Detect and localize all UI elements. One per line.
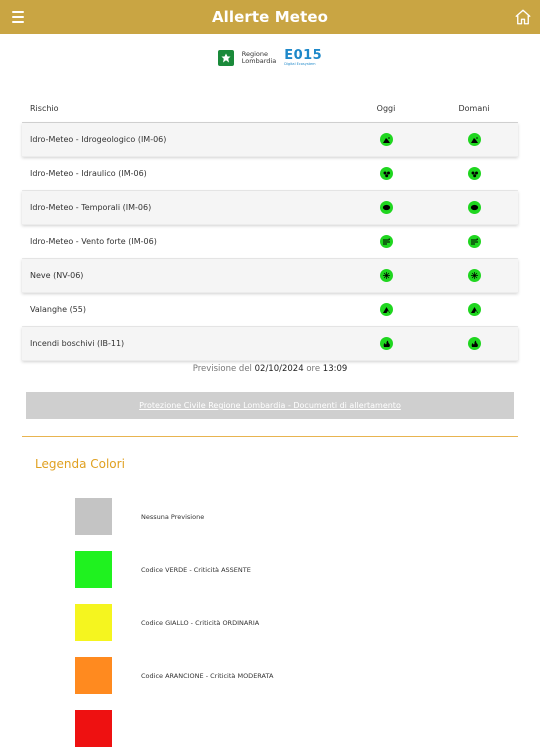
flood-icon bbox=[380, 167, 393, 180]
status-domani bbox=[430, 269, 518, 282]
wind-icon bbox=[380, 235, 393, 248]
home-icon[interactable] bbox=[514, 8, 532, 26]
status-oggi bbox=[342, 337, 430, 350]
risk-name: Valanghe (55) bbox=[30, 305, 86, 314]
legend-item bbox=[75, 710, 375, 747]
risk-name: Idro-Meteo - Temporali (IM-06) bbox=[30, 203, 152, 212]
legend-swatch bbox=[75, 498, 112, 535]
table-row bbox=[22, 123, 518, 157]
header-oggi: Oggi bbox=[376, 103, 396, 113]
status-domani bbox=[430, 133, 518, 146]
flood-icon bbox=[468, 167, 481, 180]
legend-item bbox=[75, 551, 375, 588]
status-oggi bbox=[342, 235, 430, 248]
legend-swatch bbox=[75, 604, 112, 641]
landslide-icon bbox=[380, 133, 393, 146]
status-domani bbox=[430, 167, 518, 180]
status-domani bbox=[430, 235, 518, 248]
risk-name: Neve (NV-06) bbox=[30, 271, 84, 280]
documents-link-button[interactable] bbox=[26, 392, 514, 419]
legend-swatch bbox=[75, 657, 112, 694]
page-title: Allerte Meteo bbox=[211, 8, 329, 26]
status-oggi bbox=[342, 201, 430, 214]
risk-name: Incendi boschivi (IB-11) bbox=[30, 339, 125, 348]
regione-lombardia-text: Regione Lombardia bbox=[241, 50, 277, 65]
legend-label: Codice VERDE - Criticità ASSENTE bbox=[141, 565, 251, 574]
status-domani bbox=[430, 303, 518, 316]
header-domani: Domani bbox=[458, 103, 490, 113]
legend-item bbox=[75, 657, 375, 694]
legend-item bbox=[75, 604, 375, 641]
status-oggi bbox=[342, 303, 430, 316]
status-oggi bbox=[342, 167, 430, 180]
table-row bbox=[22, 157, 518, 191]
regione-lombardia-logo bbox=[218, 50, 234, 66]
header-rischio: Rischio bbox=[30, 103, 59, 113]
wind-icon bbox=[468, 235, 481, 248]
legend-label: Codice GIALLO - Criticità ORDINARIA bbox=[141, 618, 260, 627]
e015-logo: E015 Digital Ecosystem bbox=[284, 48, 323, 66]
legend-label: Nessuna Previsione bbox=[141, 512, 205, 521]
storm-icon bbox=[468, 201, 481, 214]
risk-name: Idro-Meteo - Idrogeologico (IM-06) bbox=[30, 135, 167, 144]
fire-icon bbox=[468, 337, 481, 350]
legend-title: Legenda Colori bbox=[35, 457, 125, 471]
table-row bbox=[22, 293, 518, 327]
landslide-icon bbox=[468, 133, 481, 146]
status-oggi bbox=[342, 133, 430, 146]
snow-icon bbox=[380, 269, 393, 282]
risk-name: Idro-Meteo - Idraulico (IM-06) bbox=[30, 169, 147, 178]
snow-icon bbox=[468, 269, 481, 282]
legend-label: Codice ARANCIONE - Criticità MODERATA bbox=[141, 671, 274, 680]
status-domani bbox=[430, 337, 518, 350]
storm-icon bbox=[380, 201, 393, 214]
fire-icon bbox=[380, 337, 393, 350]
menu-icon[interactable] bbox=[8, 7, 28, 27]
table-row bbox=[22, 259, 518, 293]
risk-name: Idro-Meteo - Vento forte (IM-06) bbox=[30, 237, 157, 246]
legend-swatch bbox=[75, 710, 112, 747]
status-oggi bbox=[342, 269, 430, 282]
avalanche-icon bbox=[468, 303, 481, 316]
divider bbox=[22, 436, 518, 437]
legend-item bbox=[75, 498, 375, 535]
status-domani bbox=[430, 201, 518, 214]
avalanche-icon bbox=[380, 303, 393, 316]
table-row bbox=[22, 327, 518, 361]
forecast-timestamp: Previsione del 02/10/2024 ore 13:09 bbox=[192, 364, 348, 374]
documents-link-label[interactable]: Protezione Civile Regione Lombardia - Documenti di allertamento bbox=[139, 401, 401, 410]
table-row bbox=[22, 225, 518, 259]
app-bar bbox=[0, 0, 540, 34]
legend-swatch bbox=[75, 551, 112, 588]
logo-row bbox=[0, 46, 540, 70]
risk-table bbox=[22, 94, 518, 361]
table-row bbox=[22, 191, 518, 225]
table-header bbox=[22, 94, 518, 123]
